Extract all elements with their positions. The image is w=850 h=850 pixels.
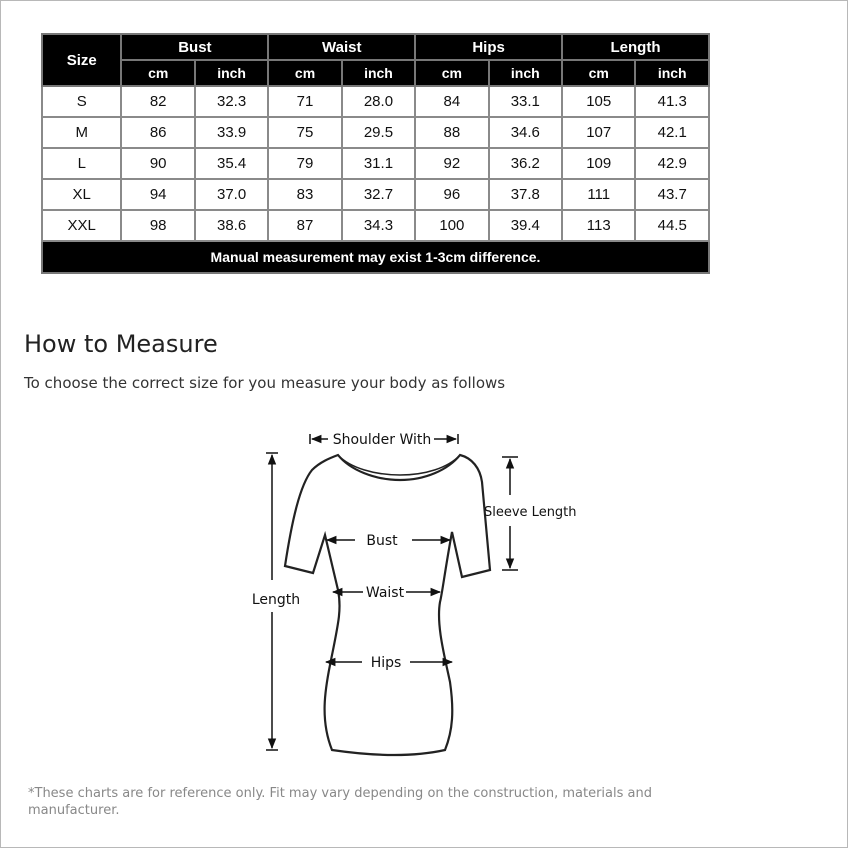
unit-header: inch — [635, 60, 709, 86]
measurement-disclaimer: Manual measurement may exist 1-3cm difference. — [42, 241, 709, 273]
measurement-cell: 92 — [415, 148, 488, 179]
unit-header: cm — [121, 60, 194, 86]
size-header: Size — [42, 34, 121, 86]
waist-header: Waist — [268, 34, 415, 60]
measurement-cell: 96 — [415, 179, 488, 210]
measurement-cell: 83 — [268, 179, 341, 210]
measurement-cell: 36.2 — [489, 148, 562, 179]
measurement-cell: 79 — [268, 148, 341, 179]
measurement-cell: 111 — [562, 179, 635, 210]
table-row — [42, 86, 709, 117]
measurement-cell: 44.5 — [635, 210, 709, 241]
measurement-cell: 43.7 — [635, 179, 709, 210]
size-cell: XXL — [42, 210, 121, 241]
length-label: Length — [251, 592, 301, 608]
size-cell: XL — [42, 179, 121, 210]
bust-header: Bust — [121, 34, 268, 60]
size-chart-table — [41, 33, 710, 274]
table-row — [42, 179, 709, 210]
size-cell: S — [42, 86, 121, 117]
measurement-cell: 33.1 — [489, 86, 562, 117]
reference-note: *These charts are for reference only. Fit may vary depending on the construction, materials and manufacturer. — [28, 786, 652, 818]
measurement-cell: 88 — [415, 117, 488, 148]
measurement-cell: 37.0 — [195, 179, 268, 210]
measurement-cell: 34.6 — [489, 117, 562, 148]
size-rows — [42, 86, 709, 241]
unit-header: cm — [415, 60, 488, 86]
hips-header: Hips — [415, 34, 562, 60]
table-row — [42, 148, 709, 179]
size-cell: M — [42, 117, 121, 148]
measurement-cell: 35.4 — [195, 148, 268, 179]
how-to-measure-title: How to Measure — [24, 330, 218, 358]
hips-label: Hips — [370, 655, 402, 671]
table-row — [42, 117, 709, 148]
table-row — [42, 210, 709, 241]
how-to-measure-intro: To choose the correct size for you measure your body as follows — [24, 374, 506, 392]
unit-header: inch — [489, 60, 562, 86]
measurement-cell: 82 — [121, 86, 194, 117]
measurement-cell: 28.0 — [342, 86, 415, 117]
waist-label: Waist — [365, 585, 405, 601]
measurement-diagram — [240, 420, 580, 770]
measurement-cell: 42.9 — [635, 148, 709, 179]
measurement-cell: 71 — [268, 86, 341, 117]
unit-header: cm — [268, 60, 341, 86]
measurement-cell: 42.1 — [635, 117, 709, 148]
length-header: Length — [562, 34, 709, 60]
measurement-cell: 113 — [562, 210, 635, 241]
measurement-cell: 109 — [562, 148, 635, 179]
measurement-cell: 39.4 — [489, 210, 562, 241]
measurement-cell: 33.9 — [195, 117, 268, 148]
unit-header: inch — [195, 60, 268, 86]
measurement-cell: 32.7 — [342, 179, 415, 210]
sleeve-label: Sleeve Length — [484, 505, 577, 520]
neckline — [338, 455, 460, 475]
measurement-cell: 41.3 — [635, 86, 709, 117]
shoulder-label: Shoulder With — [332, 432, 432, 448]
size-cell: L — [42, 148, 121, 179]
measurement-cell: 90 — [121, 148, 194, 179]
measurement-cell: 29.5 — [342, 117, 415, 148]
measurement-cell: 100 — [415, 210, 488, 241]
measurement-cell: 107 — [562, 117, 635, 148]
measurement-cell: 38.6 — [195, 210, 268, 241]
measurement-cell: 34.3 — [342, 210, 415, 241]
measurement-cell: 84 — [415, 86, 488, 117]
measurement-cell: 37.8 — [489, 179, 562, 210]
measurement-cell: 86 — [121, 117, 194, 148]
bust-label: Bust — [366, 533, 398, 549]
unit-header: cm — [562, 60, 635, 86]
dress-diagram-svg — [240, 420, 580, 770]
measurement-cell: 98 — [121, 210, 194, 241]
measurement-cell: 32.3 — [195, 86, 268, 117]
measurement-cell: 105 — [562, 86, 635, 117]
measurement-cell: 94 — [121, 179, 194, 210]
unit-header: inch — [342, 60, 415, 86]
dress-outline — [285, 455, 490, 755]
measurement-cell: 75 — [268, 117, 341, 148]
measurement-cell: 31.1 — [342, 148, 415, 179]
measurement-cell: 87 — [268, 210, 341, 241]
